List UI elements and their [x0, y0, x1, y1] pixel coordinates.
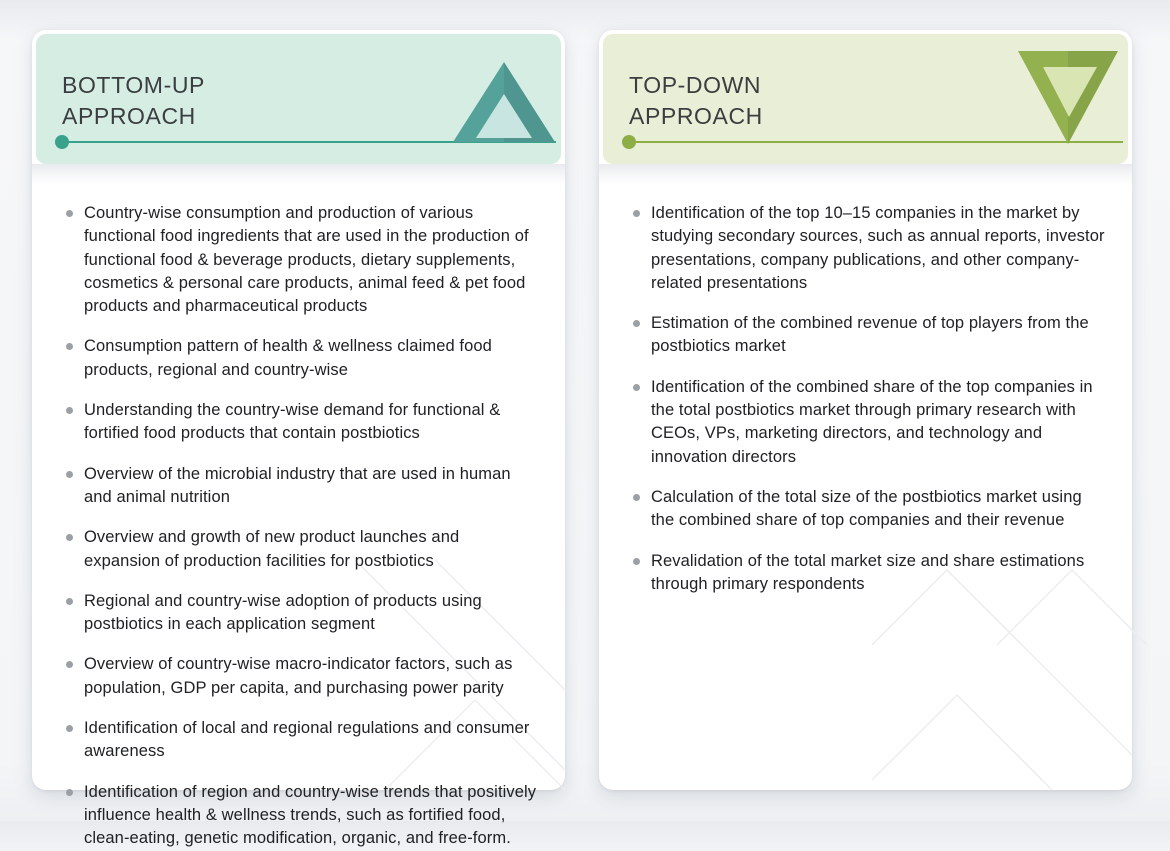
accent-dot: [622, 135, 636, 149]
header-shadow-divider: [599, 164, 1132, 186]
list-item-text: Country-wise consumption and production of various functional food ingredients that are used in the production of functional food & beverage products, dietary supplements, cosmetics & personal care products, animal feed & pet food products and pharmaceutical products: [84, 204, 529, 316]
header-shadow-divider: [32, 164, 565, 186]
bullet-icon: [66, 210, 73, 217]
bullet-icon: [66, 598, 73, 605]
list-item-text: Revalidation of the total market size and share estimations through primary respondents: [651, 551, 1085, 593]
list-item-text: Consumption pattern of health & wellness claimed food products, regional and country-wise: [84, 337, 492, 379]
approach-card-bottom-up: [32, 30, 565, 848]
bullet-list: [633, 202, 1106, 596]
list-item: [633, 376, 1106, 469]
list-item: [66, 202, 539, 318]
list-item: [633, 486, 1106, 533]
list-item-text: Identification of the top 10–15 companies in the market by studying secondary sources, such as annual reports, investor presentations, company publications, and other company-related presentations: [651, 204, 1105, 292]
bullet-icon: [66, 661, 73, 668]
bullet-icon: [66, 471, 73, 478]
list-item-text: Overview and growth of new product launches and expansion of production facilities for postbiotics: [84, 528, 460, 570]
bullet-icon: [66, 725, 73, 732]
bullet-icon: [66, 343, 73, 350]
bullet-icon: [66, 407, 73, 414]
list-item-text: Regional and country-wise adoption of products using postbiotics in each application segment: [84, 591, 482, 634]
bullet-list: [66, 202, 539, 851]
triangle-up-icon: [452, 61, 556, 143]
card-header: [603, 34, 1128, 164]
accent-dot: [55, 135, 69, 149]
list-item-text: Identification of region and country-wise trends that positively influence health & wellness trends, such as fortified food, clean-eating, genetic modification, organic, and free-form.: [84, 782, 537, 848]
bullet-icon: [633, 320, 640, 327]
list-item: [633, 550, 1106, 597]
list-item-text: Identification of local and regional regulations and consumer awareness: [84, 719, 530, 761]
list-item-text: Identification of the combined share of the top companies in the total postbiotics market through primary research with CEOs, VPs, marketing directors, and technology and innovation directors: [651, 377, 1093, 466]
list-item-text: Calculation of the total size of the postbiotics market using the combined share of top companies and their revenue: [651, 487, 1082, 530]
list-item: [66, 590, 539, 637]
list-item: [66, 463, 539, 510]
list-item: [633, 202, 1106, 295]
card-header: [36, 34, 561, 164]
bullet-icon: [66, 789, 73, 796]
list-item: [66, 717, 539, 764]
list-item: [66, 653, 539, 700]
list-item-text: Understanding the country-wise demand for functional & fortified food products that contain postbiotics: [84, 401, 501, 443]
list-item: [66, 335, 539, 382]
card-title: [629, 70, 763, 132]
bullet-icon: [66, 534, 73, 541]
card-title-line2: APPROACH: [62, 103, 196, 129]
card-title-line1: TOP-DOWN: [629, 72, 762, 98]
card-title: [62, 70, 205, 132]
list-item: [66, 399, 539, 446]
list-item-text: Overview of country-wise macro-indicator factors, such as population, GDP per capita, and purchasing power parity: [84, 655, 513, 697]
list-item-text: Overview of the microbial industry that are used in human and animal nutrition: [84, 464, 511, 506]
list-item-text: Estimation of the combined revenue of top players from the postbiotics market: [651, 314, 1089, 356]
bullet-icon: [633, 494, 640, 501]
bullet-icon: [633, 384, 640, 391]
list-item: [633, 312, 1106, 359]
card-body: [32, 186, 565, 851]
card-title-line1: BOTTOM-UP: [62, 72, 205, 98]
triangle-down-icon: [1017, 50, 1119, 145]
bullet-icon: [633, 210, 640, 217]
card-title-line2: APPROACH: [629, 103, 763, 129]
list-item: [66, 781, 539, 851]
card-body: [599, 186, 1132, 596]
list-item: [66, 526, 539, 573]
bullet-icon: [633, 558, 640, 565]
approach-card-top-down: [599, 30, 1132, 790]
